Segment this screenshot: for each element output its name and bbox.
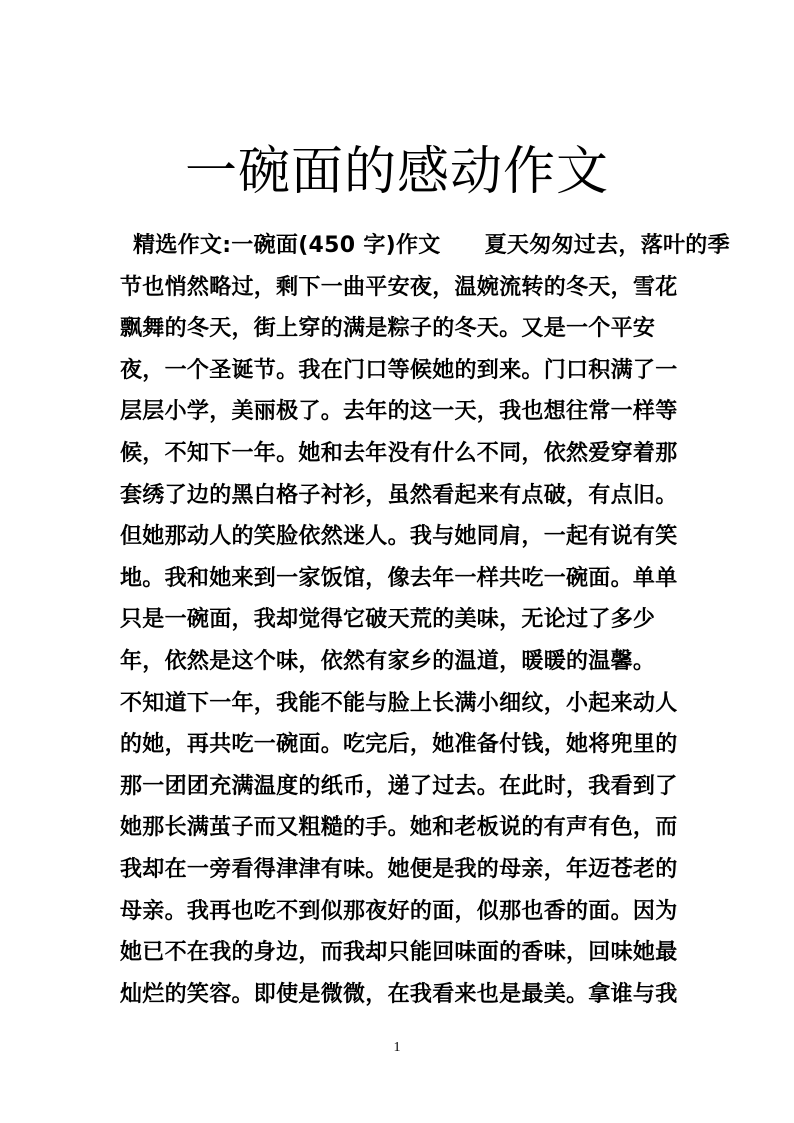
- paragraph-line: 候，不知下一年。她和去年没有什么不同，依然爱穿着那: [120, 440, 678, 466]
- paragraph-line: 那一团团充满温度的纸币，递了过去。在此时，我看到了: [120, 773, 678, 799]
- document-title: 一碗面的感动作文: [184, 142, 609, 202]
- paragraph-line: 飘舞的冬天，街上穿的满是粽子的冬天。又是一个平安: [120, 316, 656, 342]
- paragraph-line: 我却在一旁看得津津有味。她便是我的母亲，年迈苍老的: [120, 856, 678, 882]
- paragraph-line: 地。我和她来到一家饭馆，像去年一样共吃一碗面。单单: [120, 565, 678, 591]
- paragraph-line: [120, 225, 730, 267]
- paragraph-line: 夜，一个圣诞节。我在门口等候她的到来。门口积满了一: [120, 357, 678, 383]
- page-number: 1: [393, 1040, 401, 1055]
- paragraph-line: 套绣了边的黑白格子衬衫，虽然看起来有点破，有点旧。: [120, 482, 678, 508]
- document-body: [120, 225, 730, 1015]
- paragraph-line: 年，依然是这个味，依然有家乡的温道，暖暖的温馨。: [120, 648, 656, 674]
- paragraph-line: 层层小学，美丽极了。去年的这一天，我也想往常一样等: [120, 399, 678, 425]
- essay-subtitle: 精选作文:一碗面(450 字)作文: [133, 233, 441, 258]
- paragraph-line: 的她，再共吃一碗面。吃完后，她准备付钱，她将兜里的: [120, 732, 678, 758]
- paragraph-line: 灿烂的笑容。即使是微微，在我看来也是最美。拿谁与我: [120, 981, 678, 1007]
- paragraph-line: 她那长满茧子而又粗糙的手。她和老板说的有声有色，而: [120, 815, 678, 841]
- paragraph-line: 她已不在我的身边，而我却只能回味面的香味，回味她最: [120, 940, 678, 966]
- paragraph-text: 夏天匆匆过去，落叶的季: [484, 233, 730, 258]
- paragraph-line: 母亲。我再也吃不到似那夜好的面，似那也香的面。因为: [120, 898, 678, 924]
- paragraph-line: 只是一碗面，我却觉得它破天荒的美味，无论过了多少: [120, 607, 656, 633]
- paragraph-line: 节也悄然略过，剩下一曲平安夜，温婉流转的冬天，雪花: [120, 274, 678, 300]
- paragraph-line: 但她那动人的笑脸依然迷人。我与她同肩，一起有说有笑: [120, 524, 678, 550]
- paragraph-line: 不知道下一年，我能不能与脸上长满小细纹，小起来动人: [120, 690, 678, 716]
